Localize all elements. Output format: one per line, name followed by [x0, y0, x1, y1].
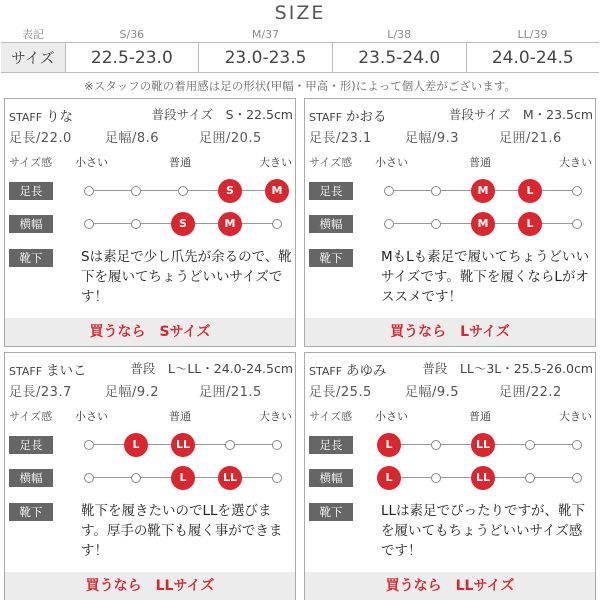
verdict: 買うなら LLサイズ — [305, 572, 595, 600]
staff-comment: LLは素足でぴったりですが、靴下を履いてもちょうどいいサイズ感です！ — [381, 503, 586, 559]
width-scale — [389, 215, 577, 233]
foot-width: 足幅/8.6 — [105, 131, 160, 146]
size-fit-marker: L — [377, 433, 401, 457]
foot-length: 足長/23.7 — [9, 385, 72, 400]
staff-panel — [4, 352, 296, 600]
row-label-width: 横幅 — [9, 469, 53, 487]
scale-large-label: 大きい — [259, 156, 292, 169]
size-sense-label: サイズ感 — [309, 410, 353, 423]
staff-panel — [4, 98, 296, 347]
scale-small-label: 小さい — [75, 156, 108, 169]
length-scale — [385, 436, 577, 454]
length-scale — [389, 182, 577, 200]
scale-small-label: 小さい — [375, 156, 408, 169]
foot-girth: 足囲/21.5 — [199, 385, 262, 400]
scale-dot — [431, 440, 441, 450]
verdict: 買うなら Lサイズ — [305, 318, 595, 346]
staff-name: りな — [46, 109, 74, 125]
staff-comment: 靴下を履きたいのでLLを選びます。厚手の靴下も履く事ができます！ — [81, 503, 283, 559]
scale-dot — [225, 440, 235, 450]
row-label-socks: 靴下 — [309, 503, 353, 521]
row-label-width: 横幅 — [309, 215, 353, 233]
size-col-label: LL/39 — [517, 28, 548, 41]
staff-panel — [304, 98, 596, 347]
scale-dot — [525, 473, 535, 483]
size-fit-marker: L — [124, 433, 148, 457]
scale-dot — [572, 440, 582, 450]
staff-header — [9, 359, 293, 379]
usual-size: 普段 LL〜3L・25.5-26.0cm — [422, 361, 593, 376]
verdict: 買うなら Sサイズ — [5, 318, 295, 346]
scale-dot — [178, 186, 188, 196]
row-label-width: 横幅 — [309, 469, 353, 487]
size-fit-marker: L — [518, 212, 542, 236]
scale-dot — [384, 219, 394, 229]
usual-size: 普段サイズ S・22.5cm — [151, 107, 293, 122]
verdict: 買うなら LLサイズ — [5, 572, 295, 600]
foot-length: 足長/23.1 — [309, 131, 372, 146]
foot-length: 足長/25.5 — [309, 385, 372, 400]
scale-dot — [572, 473, 582, 483]
scale-small-label: 小さい — [375, 410, 408, 423]
scale-large-label: 大きい — [259, 410, 292, 423]
row-label-length: 足長 — [9, 436, 53, 454]
scale-dot — [525, 440, 535, 450]
size-col-label: S/36 — [119, 28, 145, 41]
foot-girth: 足囲/20.5 — [199, 131, 262, 146]
size-range: 22.5-23.0 — [65, 43, 199, 73]
staff-tag: STAFF — [309, 365, 343, 378]
scale-normal-label: 普通 — [169, 156, 191, 169]
scale-dot — [572, 219, 582, 229]
length-scale — [89, 182, 283, 200]
size-fit-marker: M — [471, 212, 495, 236]
row-label-length: 足長 — [309, 436, 353, 454]
page-title: SIZE — [274, 2, 326, 24]
scale-dot — [431, 473, 441, 483]
scale-dot — [84, 473, 94, 483]
staff-name: まいこ — [46, 363, 87, 379]
row-label-socks: 靴下 — [9, 249, 53, 267]
scale-dot — [84, 440, 94, 450]
size-fit-marker: M — [265, 179, 289, 203]
scale-dot — [384, 186, 394, 196]
size-fit-marker: S — [218, 179, 242, 203]
scale-dot — [272, 473, 282, 483]
scale-dot — [572, 186, 582, 196]
size-table — [1, 28, 599, 73]
staff-name: あゆみ — [346, 363, 387, 379]
size-fit-marker: S — [171, 212, 195, 236]
size-sense-label: サイズ感 — [9, 410, 53, 423]
foot-width: 足幅/9.5 — [405, 385, 460, 400]
size-range: 23.0-23.5 — [199, 43, 333, 73]
size-fit-marker: M — [471, 179, 495, 203]
scale-large-label: 大きい — [559, 410, 592, 423]
scale-dot — [84, 186, 94, 196]
foot-measurements — [309, 127, 593, 146]
size-col-label: L/38 — [387, 28, 412, 41]
scale-dot — [84, 219, 94, 229]
scale-dot — [131, 186, 141, 196]
size-fit-marker: L — [518, 179, 542, 203]
staff-tag: STAFF — [9, 111, 43, 124]
row-label-length: 足長 — [9, 182, 53, 200]
size-fit-marker: LL — [471, 433, 495, 457]
scale-dot — [431, 186, 441, 196]
scale-dot — [131, 473, 141, 483]
size-range: 23.5-24.0 — [332, 43, 466, 73]
length-scale — [89, 436, 277, 454]
foot-girth: 足囲/21.6 — [499, 131, 562, 146]
size-sense-label: サイズ感 — [9, 156, 53, 169]
size-fit-marker: M — [218, 212, 242, 236]
scale-normal-label: 普通 — [169, 410, 191, 423]
staff-name: かおる — [346, 109, 387, 125]
usual-size: 普段 L〜LL・24.0-24.5cm — [130, 361, 293, 376]
staff-header — [309, 105, 593, 125]
size-fit-marker: L — [171, 466, 195, 490]
fit-note: ※スタッフの靴の着用感は足の形状(甲幅・甲高・形)によって個人差がございます。 — [84, 79, 516, 93]
staff-header — [9, 105, 293, 125]
foot-girth: 足囲/22.2 — [499, 385, 562, 400]
row-label-socks: 靴下 — [309, 249, 353, 267]
row-label-width: 横幅 — [9, 215, 53, 233]
usual-size: 普段サイズ M・23.5cm — [448, 107, 593, 122]
width-scale — [385, 469, 577, 487]
size-fit-marker: L — [377, 466, 401, 490]
size-row-label: サイズ — [1, 43, 65, 73]
staff-tag: STAFF — [309, 111, 343, 124]
scale-dot — [131, 219, 141, 229]
foot-measurements — [9, 381, 293, 400]
width-scale — [89, 469, 277, 487]
size-col-label: M/37 — [251, 28, 280, 41]
staff-panel — [304, 352, 596, 600]
scale-dot — [431, 219, 441, 229]
staff-comment: MもLも素足で履いてちょうどいいサイズです。靴下を履くならLがオススメです！ — [381, 249, 590, 305]
size-range: 24.0-24.5 — [466, 43, 599, 73]
size-fit-marker: LL — [471, 466, 495, 490]
size-fit-marker: LL — [171, 433, 195, 457]
staff-header — [309, 359, 593, 379]
scale-dot — [272, 440, 282, 450]
size-fit-marker: LL — [218, 466, 242, 490]
foot-width: 足幅/9.3 — [405, 131, 460, 146]
foot-length: 足長/22.0 — [9, 131, 72, 146]
staff-tag: STAFF — [9, 365, 43, 378]
width-scale — [89, 215, 277, 233]
size-sense-label: サイズ感 — [309, 156, 353, 169]
scale-small-label: 小さい — [75, 410, 108, 423]
scale-dot — [272, 219, 282, 229]
staff-comment: Sは素足で少し爪先が余るので、靴下を履いてちょうどいいサイズです！ — [81, 249, 292, 305]
row-label-length: 足長 — [309, 182, 353, 200]
scale-normal-label: 普通 — [469, 410, 491, 423]
foot-measurements — [309, 381, 593, 400]
row-label-socks: 靴下 — [9, 503, 53, 521]
scale-normal-label: 普通 — [469, 156, 491, 169]
foot-measurements — [9, 127, 293, 146]
scale-large-label: 大きい — [559, 156, 592, 169]
size-header-label: 表記 — [22, 28, 44, 41]
foot-width: 足幅/9.2 — [105, 385, 160, 400]
